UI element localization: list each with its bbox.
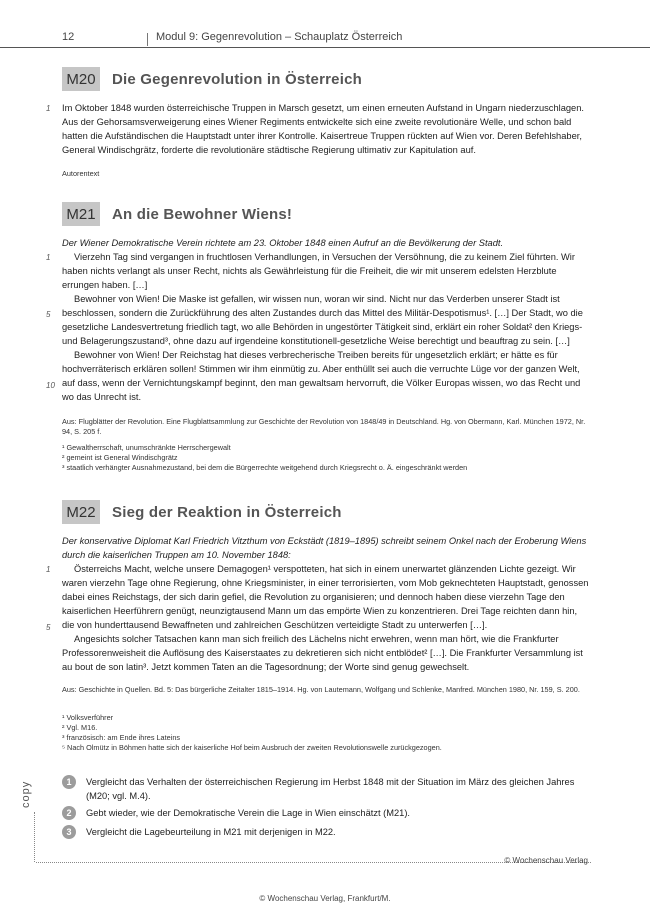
- copy-marker-line: [34, 812, 35, 862]
- line-number: 1: [46, 565, 51, 574]
- line-number: 5: [46, 623, 51, 632]
- m20-body: [62, 101, 589, 157]
- task-text: Vergleicht das Verhalten der österreichischen Regierung im Herbst 1848 mit der Situation im März des gleichen Jahres (M20; vgl. M.4).: [86, 777, 575, 801]
- m21-paragraph-1: Vierzehn Tag sind vergangen in fruchtlosen Verhandlungen, in Versuchen der Versöhnung, die zu keinem Ziel führten. Wir haben nichts verlangt als unser Recht, nichts als Gewährleistung für die Freiheit, die wir mit unserem edelsten Herzblute errungen haben. […]: [62, 252, 575, 290]
- m21-paragraph-3: Bewohner von Wien! Der Reichstag hat dieses verbrecherische Treiben bereits für ungesetzlich erklärt; er hätte es für hochverräterisch erklären sollen! Stimmen wir ihm einmütig zu. Aber enthüllt sei auch die verruchte Lüge vor der ganzen Welt, auf dass, wenn der Vernichtungskampf beginnt, den man gewaltsam hervorruft, die Völker Europas wissen, wo das Recht und wo das Unrecht ist.: [62, 350, 581, 402]
- m22-paragraph-2: Angesichts solcher Tatsachen kann man sich freilich des Lächelns nicht erwehren, wenn man hört, wie die Frankfurter Professorenweisheit die Auflösung des Kaiserstaates zu dekretieren sich nicht entblödet² […]. Die Frankfurter Versammlung ist au bout de son latin³. Jetzt kommen Taten an die Tagesordnung; der Worte sind genug gewechselt.: [62, 634, 583, 672]
- line-number: 1: [46, 104, 51, 113]
- footnote: ² gemeint ist General Windischgrätz: [62, 453, 178, 462]
- m20-title: Die Gegenrevolution in Österreich: [112, 70, 362, 88]
- footnote: ² Vgl. M16.: [62, 723, 98, 732]
- line-number: 5: [46, 310, 51, 319]
- header-divider: [147, 33, 148, 46]
- publisher-credit: © Wochenschau Verlag: [504, 856, 588, 865]
- task-1: [62, 775, 589, 803]
- m20-label: M20: [62, 67, 100, 91]
- m20-text: Im Oktober 1848 wurden österreichische Truppen in Marsch gesetzt, um einen erneuten Aufstand in Ungarn niederzuschlagen. Aus der Gehorsamsverweigerung eines Wiener Regiments entwickelte sich eine zweite revolutionäre Welle, und schon bald hatten die Aufständischen die Hauptstadt unter ihrer Kontrolle. Kaisertreue Truppen rückten auf Wien vor. Deren Befehlshaber, General Windischgrätz, forderte die revolutionäre städtische Regierung ultimativ zur Kapitulation auf.: [62, 103, 584, 155]
- footnote: ¹ Gewaltherrschaft, unumschränkte Herrschergewalt: [62, 443, 231, 452]
- m22-label: M22: [62, 500, 100, 524]
- m20-heading: [62, 67, 362, 91]
- page-copyright: © Wochenschau Verlag, Frankfurt/M.: [259, 894, 391, 903]
- m21-paragraph-2: Bewohner von Wien! Die Maske ist gefallen, wir wissen nun, woran wir sind. Nicht nur das Verderben unserer Stadt ist beschlossen, sondern die Zurückführung des alten Zustandes durch das Mittel des Militär-Despotismus¹. […] Der Stadt, wo die gesetzliche Landesvertretung friedlich tagt, wo alle Behörden in ungestörter Tätigkeit sind, erklärt ein roher Soldat² den Kriegs- und Belagerungszustand³, ohne dazu auf irgendeine konstitutionell-gesetzliche Weise berechtigt und beauftrag zu sein. […]: [62, 294, 583, 346]
- m21-footnotes: [62, 443, 589, 473]
- footnote: ⁵ Nach Olmütz in Böhmen hatte sich der kaiserliche Hof beim Ausbruch der zweiten Revolutionswelle zurückgezogen.: [62, 743, 442, 752]
- footnote: ¹ Volksverführer: [62, 713, 114, 722]
- m22-paragraph-1: Österreichs Macht, welche unsere Demagogen¹ verspotteten, hat sich in einem unerwartet glänzenden Lichte gezeigt. Wir waren vierzehn Tage ohne Regierung, ohne Kriegsminister, in einer terrorisierten, vom Mob geknechteten Hauptstadt, genossen dabei eines Reichstags, der sich darin gefiel, die Revolution zu organisieren; und dennoch haben diese vierzehn Tage den kaiserlichen Heerführern genügt, neunzigtausend Mann um das empörte Wien zu konzentrieren. Drei Tage reichten dann hin, die von hunderttausend Bewaffneten und zahlreichen Geschützen verteidigte Stadt zu unterwerfen […].: [62, 564, 589, 630]
- m21-title: An die Bewohner Wiens!: [112, 205, 293, 223]
- m21-body: [62, 236, 589, 404]
- running-header: Modul 9: Gegenrevolution – Schauplatz Österreich: [156, 31, 403, 43]
- m21-heading: [62, 202, 292, 226]
- task-number-badge: 1: [62, 775, 76, 789]
- task-text: Gebt wieder, wie der Demokratische Verein die Lage in Wien einschätzt (M21).: [86, 808, 410, 818]
- task-3: [62, 825, 589, 839]
- m21-source: Aus: Flugblätter der Revolution. Eine Flugblattsammlung zur Geschichte der Revolution von 1848/49 in Deutschland. Hg. von Obermann, Karl. München 1972, Nr. 94, S. 205 f.: [62, 417, 586, 436]
- line-number: 1: [46, 253, 51, 262]
- m22-body: [62, 534, 589, 674]
- m22-intro: Der konservative Diplomat Karl Friedrich Vitzthum von Eckstädt (1819–1895) schreibt seinem Onkel nach der Eroberung Wiens durch die kaiserlichen Truppen am 10. November 1848:: [62, 536, 587, 560]
- m20-source: Autorentext: [62, 169, 100, 178]
- footnote: ³ französisch: am Ende ihres Lateins: [62, 733, 181, 742]
- footnote: ³ staatlich verhängter Ausnahmezustand, bei dem die Bürgerrechte weitgehend durch Kriegsrecht o. Ä. eingeschränkt werden: [62, 463, 468, 472]
- header-rule: [0, 47, 650, 48]
- page-number: 12: [62, 31, 75, 43]
- m22-heading: [62, 500, 342, 524]
- task-number-badge: 3: [62, 825, 76, 839]
- task-2: [62, 806, 589, 820]
- m21-intro: Der Wiener Demokratische Verein richtete am 23. Oktober 1848 einen Aufruf an die Bevölkerung der Stadt.: [62, 238, 504, 248]
- task-text: Vergleicht die Lagebeurteilung in M21 mit derjenigen in M22.: [86, 827, 336, 837]
- m21-label: M21: [62, 202, 100, 226]
- m22-source: Aus: Geschichte in Quellen. Bd. 5: Das bürgerliche Zeitalter 1815–1914. Hg. von Lautemann, Wolfgang und Schlenke, Manfred. München 1980, Nr. 159, S. 200.: [62, 685, 580, 694]
- line-number: 10: [46, 381, 55, 390]
- m22-title: Sieg der Reaktion in Österreich: [112, 503, 342, 521]
- m22-footnotes: [62, 713, 589, 753]
- task-number-badge: 2: [62, 806, 76, 820]
- copy-label: copy: [20, 780, 32, 808]
